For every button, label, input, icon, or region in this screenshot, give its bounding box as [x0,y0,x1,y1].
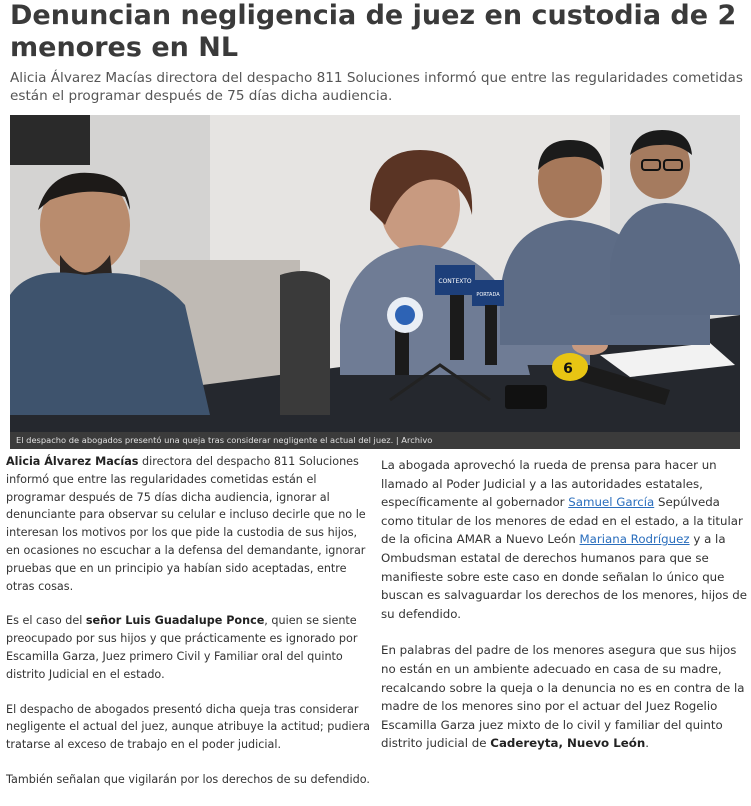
article-photo [10,115,740,432]
link-samuel-garcia[interactable]: Samuel García [568,495,655,510]
article-title: Denuncian negligencia de juez en custodia de 2 menores en NL [10,0,737,63]
channel-logo: 6 [563,361,573,377]
paragraph: En palabras del padre de los menores asegura que sus hijos no están en un ambiente adecuado en casa de su madre, recalcando sobre la queja o la denuncia no es en contra de la madre de los menores sino por el actuar del Juez Rogelio Escamilla Garza juez mixto de lo civil y familiar del quinto distrito judicial de Cadereyta, Nuevo León. [381,643,745,751]
photo-caption: El despacho de abogados presentó una queja tras considerar negligente el actual del juez. | Archivo [10,432,740,449]
article-body-right [381,456,747,771]
paragraph: También señalan que vigilarán por los derechos de su defendido. [6,772,370,786]
article-body-left [6,453,371,806]
paragraph: Alicia Álvarez Macías directora del despacho 811 Soluciones informó que entre las regularidades cometidas están el programar después de 75 días dicha audiencia, ignorar al denunciante para observar su celular e incluso decirle que no le interesan los motivos por los que pide la custodia de sus hijos, en ocasiones no escuchar a la defensa del demandante, ignorar pruebas que en un principio ya habían sido aceptadas, entre otras cosas. [6,455,366,593]
paragraph: Es el caso del señor Luis Guadalupe Ponce, quien se siente preocupado por sus hijos y que prácticamente es ignorado por Escamilla Garza, Juez primero Civil y Familiar oral del quinto distrito Judicial en el estado. [6,614,358,681]
mic-logo-text: CONTEXTO [438,278,472,285]
paragraph: El despacho de abogados presentó dicha queja tras considerar negligente el actual del juez, aunque atribuye la actitud; pudiera tratarse al exceso de trabajo en el poder judicial. [6,702,370,752]
article-deck: Alicia Álvarez Macías directora del despacho 811 Soluciones informó que entre las regularidades cometidas están el programar después de 75 días dicha audiencia. [10,70,743,104]
person-name: Alicia Álvarez Macías [6,455,139,468]
link-mariana-rodriguez[interactable]: Mariana Rodríguez [579,532,690,547]
mic-logo-text-2: PORTADA [476,292,500,298]
place-name: Cadereyta, Nuevo León [490,736,646,751]
paragraph: La abogada aprovechó la rueda de prensa para hacer un llamado al Poder Judicial y a las autoridades estatales, específicamente al gobernador Samuel García Sepúlveda como titular de los menores de edad en el estado, a la titular de la oficina AMAR a Nuevo León Mariana Rodríguez y a la Ombudsman estatal de derechos humanos para que se manifieste sobre este caso en donde señalan lo único que buscan es salvaguardar los derechos de los menores, hijos de su defendido. [381,458,748,621]
person-name: señor Luis Guadalupe Ponce [85,614,265,628]
